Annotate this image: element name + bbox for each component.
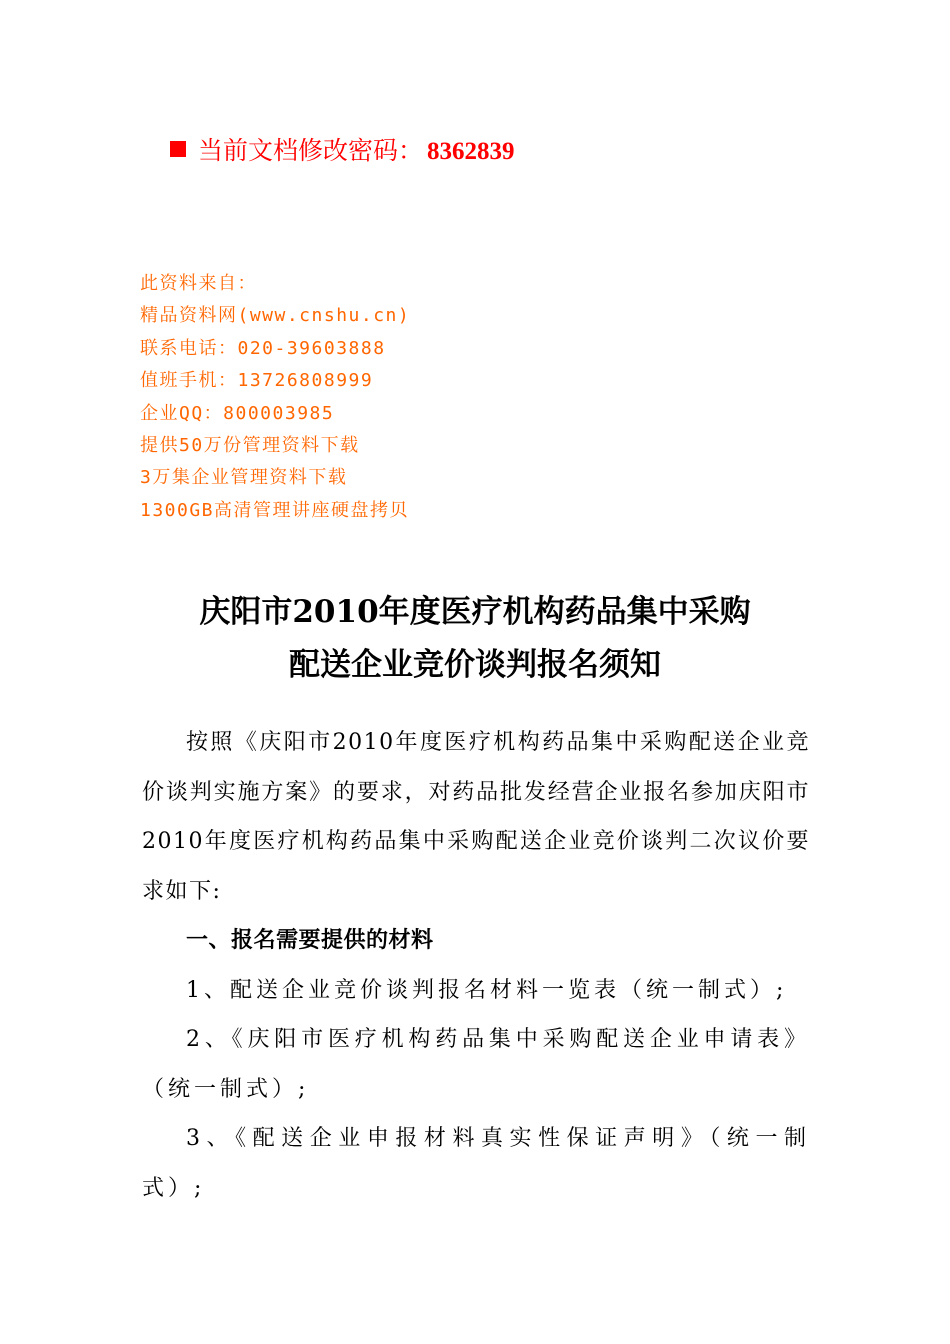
list-item: 3、《配送企业申报材料真实性保证声明》（统一制式）;	[142, 1126, 810, 1201]
list-item: 1、配送企业竞价谈判报名材料一览表（统一制式）;	[186, 977, 788, 1003]
section-heading: 一、报名需要提供的材料	[186, 928, 434, 953]
list-item: 2、《庆阳市医疗机构药品集中采购配送企业申请表》（统一制式）;	[142, 1027, 810, 1102]
source-line: 联系电话：020-39603888	[140, 337, 386, 359]
source-line: 此资料来自：	[140, 273, 257, 294]
source-line: 值班手机：13726808999	[140, 370, 374, 392]
source-info-block	[140, 268, 410, 527]
source-line: 提供50万份管理资料下载	[140, 434, 360, 456]
document-body	[142, 718, 810, 1213]
password-value: 8362839	[427, 138, 515, 165]
source-line: 1300GB高清管理讲座硬盘拷贝	[140, 499, 410, 521]
password-label: 当前文档修改密码：	[198, 136, 424, 165]
source-line: 3万集企业管理资料下载	[140, 467, 348, 489]
intro-paragraph: 按照《庆阳市2010年度医疗机构药品集中采购配送企业竞价谈判实施方案》的要求，对药品批发经营企业报名参加庆阳市2010年度医疗机构药品集中采购配送企业竞价谈判二次议价要求如下:	[142, 730, 810, 904]
document-title	[0, 586, 950, 692]
title-line-2: 配送企业竞价谈判报名须知	[289, 647, 661, 683]
source-line: 精品资料网(www.cnshu.cn)	[140, 305, 411, 327]
square-bullet-icon	[170, 141, 186, 157]
title-line-1: 庆阳市2010年度医疗机构药品集中采购	[199, 594, 751, 630]
password-notice	[170, 133, 515, 170]
source-line: 企业QQ：800003985	[140, 402, 335, 424]
